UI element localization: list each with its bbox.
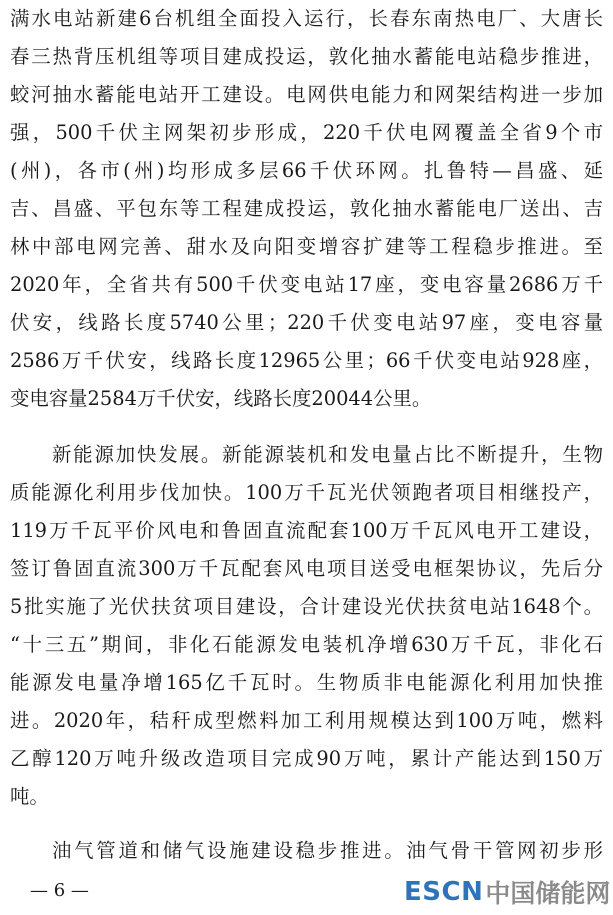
watermark (404, 874, 610, 910)
text-line: 强，500千伏主网架初步形成，220千伏电网覆盖全省9个市 (10, 121, 603, 144)
text-line: (州)，各市(州)均形成多层66千伏环网。扎鲁特—昌盛、延 (10, 159, 603, 182)
text-line: 新能源加快发展。新能源装机和发电量占比不断提升，生物 (52, 443, 603, 466)
text-line: 油气管道和储气设施建设稳步推进。油气骨干管网初步形 (52, 839, 603, 862)
text-line: 签订鲁固直流300万千瓦配套风电项目送受电框架协议，先后分 (10, 557, 603, 580)
text-line: 蛟河抽水蓄能电站开工建设。电网供电能力和网架结构进一步加 (10, 83, 603, 106)
text-line: 5批实施了光伏扶贫项目建设，合计建设光伏扶贫电站1648个。 (10, 595, 603, 618)
text-line: 变电容量2584万千伏安，线路长度20044公里。 (10, 387, 432, 410)
text-line: 满水电站新建6台机组全面投入运行，长春东南热电厂、大唐长 (10, 7, 603, 30)
text-line: 2586万千伏安，线路长度12965公里；66千伏变电站928座， (10, 349, 603, 372)
text-line: 质能源化利用步伐加快。100万千瓦光伏领跑者项目相继投产， (10, 481, 603, 504)
text-line: 乙醇120万吨升级改造项目完成90万吨，累计产能达到150万 (10, 747, 603, 770)
text-line: 吨。 (10, 785, 49, 808)
text-line: 伏安，线路长度5740公里；220千伏变电站97座，变电容量 (10, 311, 603, 334)
text-line: 119万千瓦平价风电和鲁固直流配套100万千瓦风电开工建设， (10, 519, 603, 542)
text-line: 进。2020年，秸秆成型燃料加工利用规模达到100万吨，燃料 (10, 709, 603, 732)
text-line: 2020年，全省共有500千伏变电站17座，变电容量2686万千 (10, 273, 603, 296)
text-line: 吉、昌盛、平包东等工程建成投运，敦化抽水蓄能电厂送出、吉 (10, 197, 603, 220)
text-line: 林中部电网完善、甜水及向阳变增容扩建等工程稳步推进。至 (10, 235, 603, 258)
page-number: — 6 — (30, 880, 89, 901)
escn-logo: ESCN (404, 877, 484, 907)
text-line: “十三五”期间，非化石能源发电装机净增630万千瓦，非化石 (10, 633, 603, 656)
text-line: 春三热背压机组等项目建成投运，敦化抽水蓄能电站稳步推进， (10, 45, 603, 68)
text-line: 能源发电量净增165亿千瓦时。生物质非电能源化利用加快推 (10, 671, 603, 694)
watermark-text: 中国储能网 (485, 879, 611, 908)
